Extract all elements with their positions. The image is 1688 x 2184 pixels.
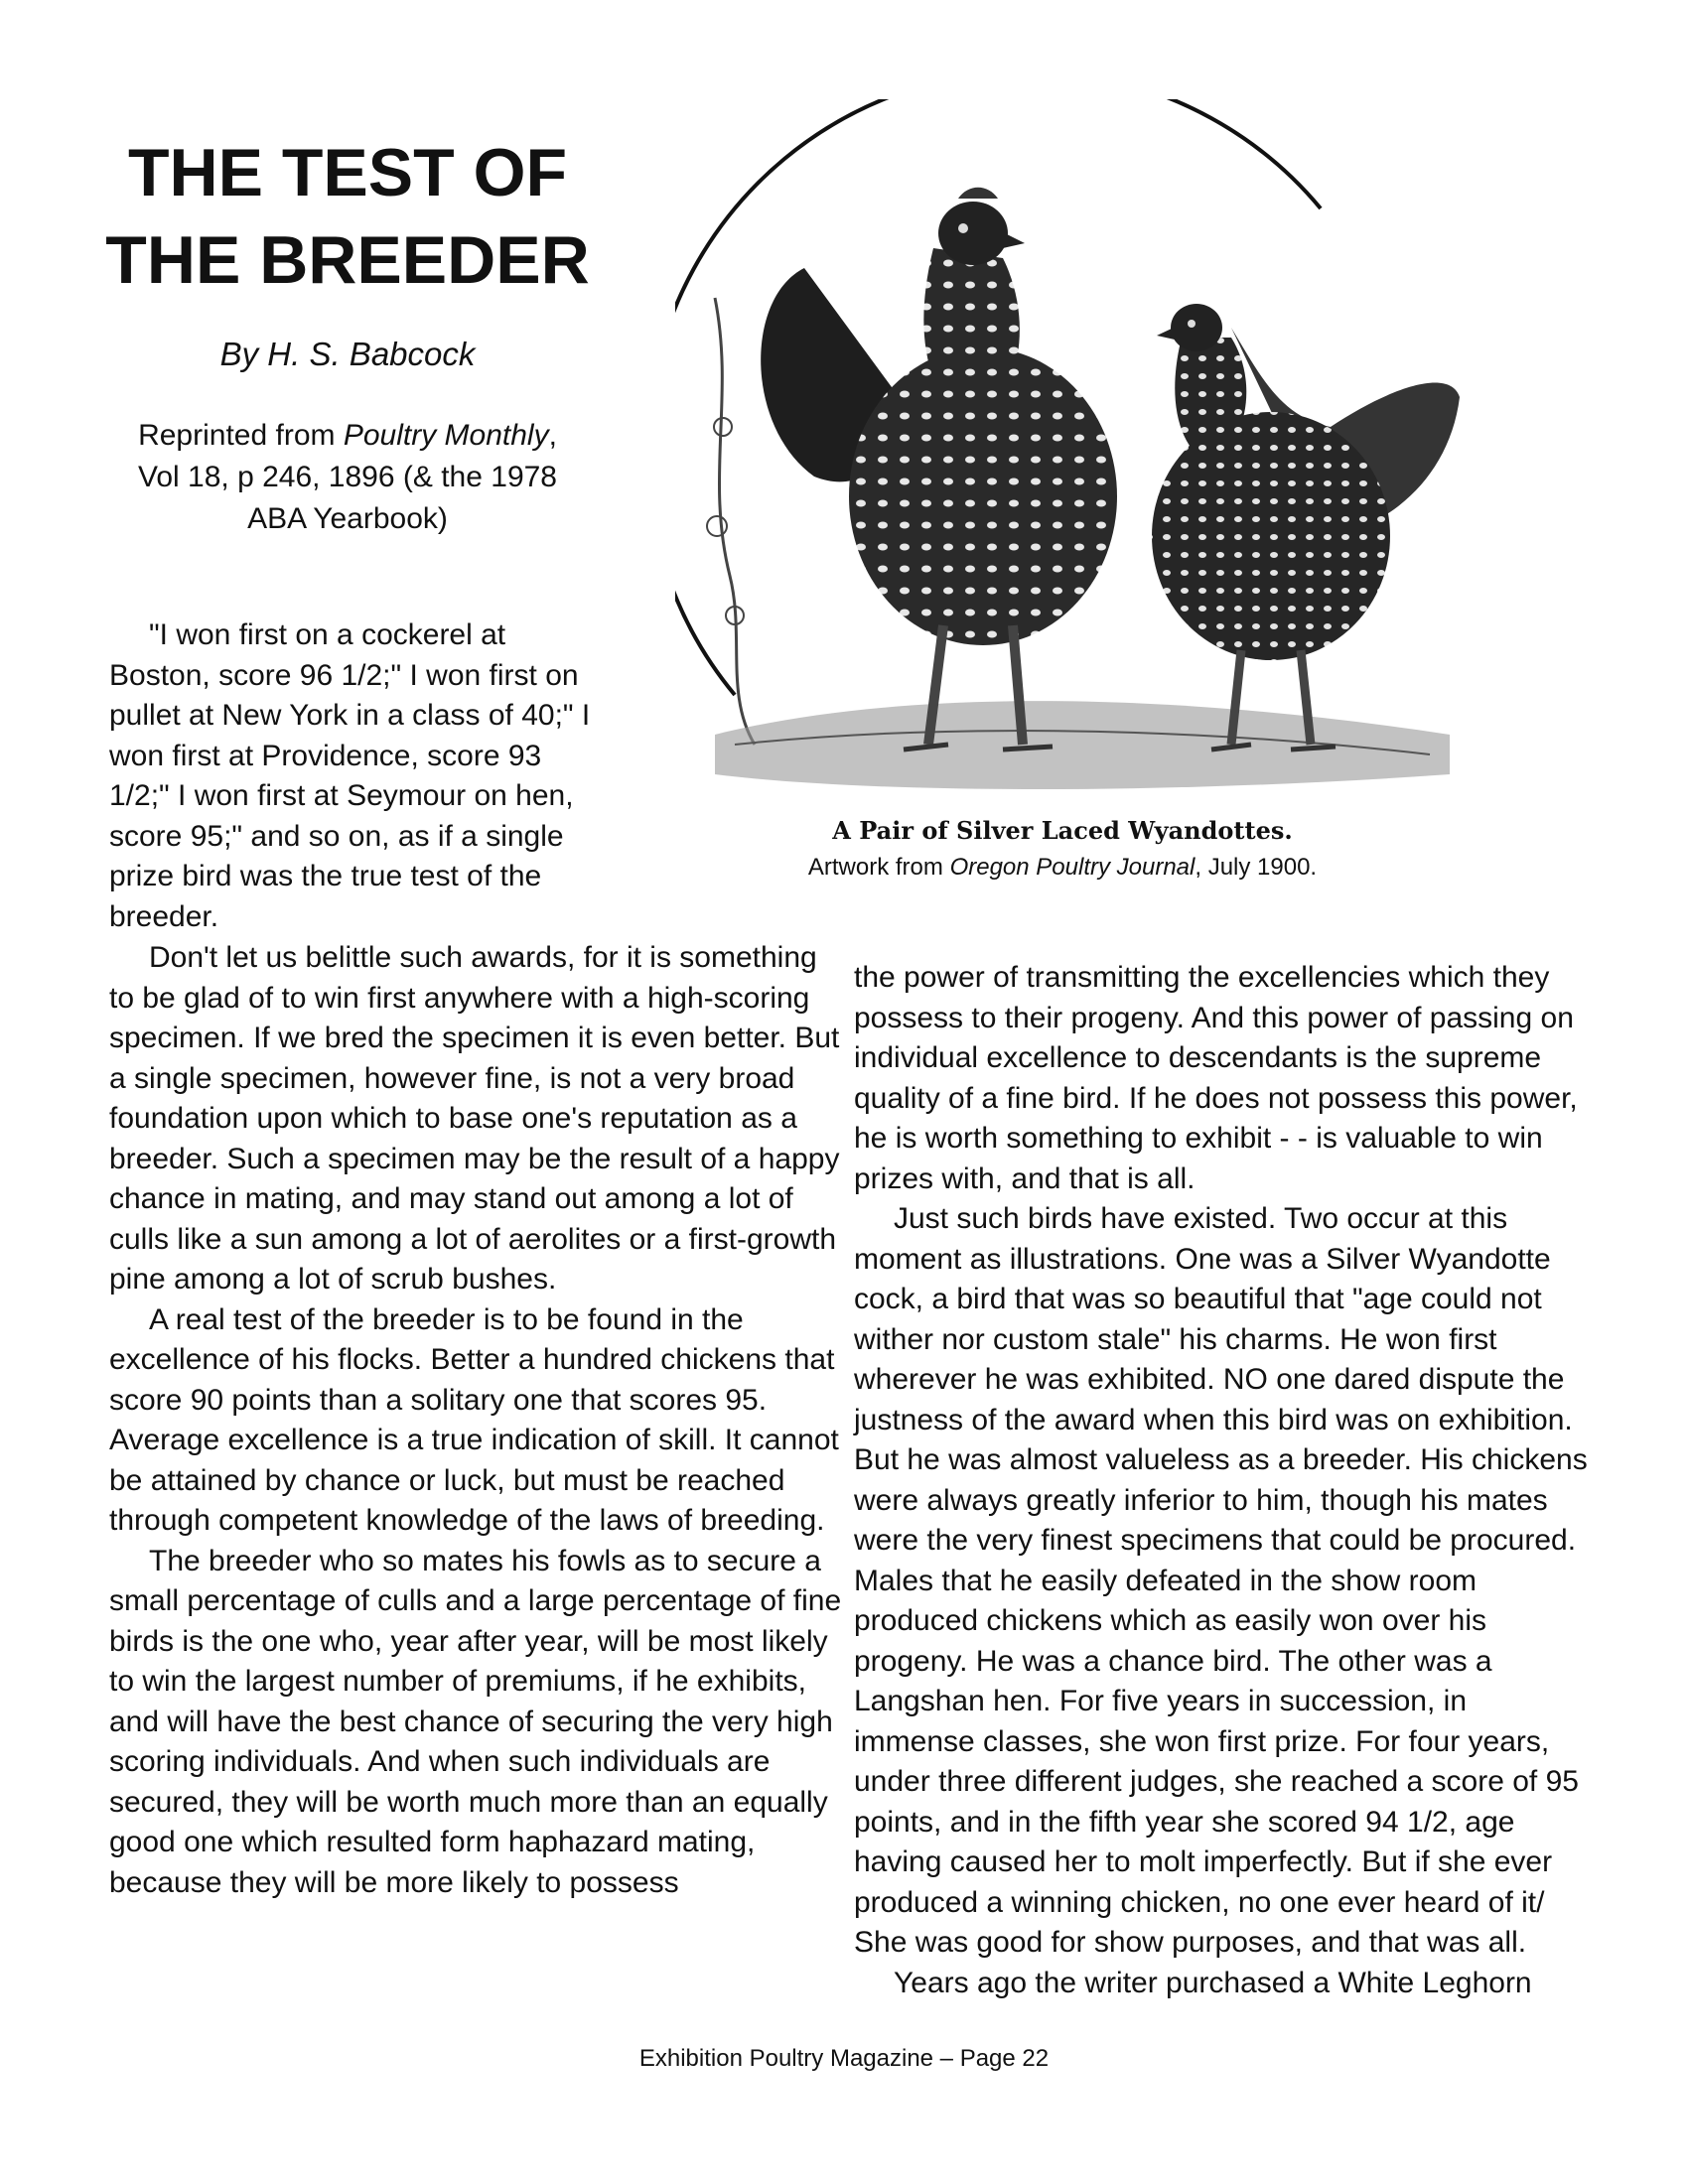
credit-suffix: , July 1900. [1195,854,1318,881]
body-column-right [854,958,1589,2003]
hen-figure [1152,304,1460,750]
title-line-1: THE TEST OF [128,135,567,210]
reprint-line3: ABA Yearbook) [247,502,448,535]
paragraph-1: "I won first on a cockerel at Boston, score 96 1/2;" I won first on pullet at New York in a class of 40;" I won first at Providence, score 93 1/2;" I won first at Seymour on hen, score 95;" and so on, as if a single prize bird was the true test of the breeder. [109,618,591,933]
paragraph-4: The breeder who so mates his fowls as to secure a small percentage of culls and a large percentage of fine birds is the one who, year after year, will be most likely to win the largest number of premiums, if he exhibits, and will have the best chance of securing the very high scoring individuals. And when such individuals are secured, they will be worth much more than an equally good one which resulted form haphazard mating, because they will be more likely to possess [109,1544,842,1899]
paragraph-3: A real test of the breeder is to be found in the excellence of his flocks. Better a hundred chickens that score 90 points than a solitary one that scores 95. Average excellence is a true indication of skill. It cannot be attained by chance or luck, but must be reached through competent knowledge of the laws of breeding. [109,1302,839,1537]
page-footer: Exhibition Poultry Magazine – Page 22 [638,2045,1050,2072]
title-line-2: THE BREEDER [105,222,590,298]
reprint-line2: Vol 18, p 246, 1896 (& the 1978 [137,461,557,493]
paragraph-2: Don't let us belittle such awards, for it is something to be glad of to win first anywhere with a high-scoring specimen. If we bred the specimen it is even better. But a single specimen, however fine, is not a very broad foundation upon which to base one's reputation as a breeder. Such a specimen may be the result of a happy chance in mating, and may stand out among a lot of culls like a sun among a lot of aerolites or a first-growth pine among a lot of scrub bushes. [109,941,840,1296]
body-column-left [109,938,844,1903]
wyandotte-pair-drawing [675,99,1569,814]
cock-figure [761,188,1117,750]
paragraph-7: Years ago the writer purchased a White Leghorn [894,1966,1532,1999]
reprint-note [99,415,596,540]
paragraph-6: Just such birds have existed. Two occur at this moment as illustrations. One was a Silver Wyandotte cock, a bird that was so beautiful that "age could not wither nor custom stale" his charms. He won first wherever he was exhibited. NO one dared dispute the justness of the award when this bird was on exhibition. But he was almost valueless as a breeder. His chickens were always greatly inferior to him, though his mates were the very finest specimens that could be procured. Males that he easily defeated in the show room produced chickens which as easily won over his progeny. He was a chance bird. The other was a Langshan hen. For five years in succession, in immense classes, she won first prize. For four years, under three different judges, she reached a score of 95 points, and in the fifth year she scored 94 1/2, age having caused her to molt imperfectly. But if she ever produced a winning chicken, no one ever heard of it/ She was good for show purposes, and that was all. [854,1202,1588,1959]
reprint-source: Poultry Monthly [343,419,549,452]
credit-prefix: Artwork from [807,854,950,881]
wyandotte-illustration [675,99,1569,893]
reprint-line1-rest: , [548,419,557,452]
body-column-top [109,615,606,937]
article-title [99,129,596,304]
credit-source: Oregon Poultry Journal [949,854,1196,881]
byline: By H. S. Babcock [219,336,476,372]
engraving-title: A Pair of Silver Laced Wyandottes. [832,816,1293,845]
paragraph-5: the power of transmitting the excellencies which they possess to their progeny. And this power of passing on individual excellence to descendants is the supreme quality of a fine bird. If he does not possess this power, he is worth something to exhibit - - is valuable to win prizes with, and that is all. [854,961,1578,1195]
reprint-prefix: Reprinted from [138,419,344,452]
artwork-credit [675,854,1450,882]
